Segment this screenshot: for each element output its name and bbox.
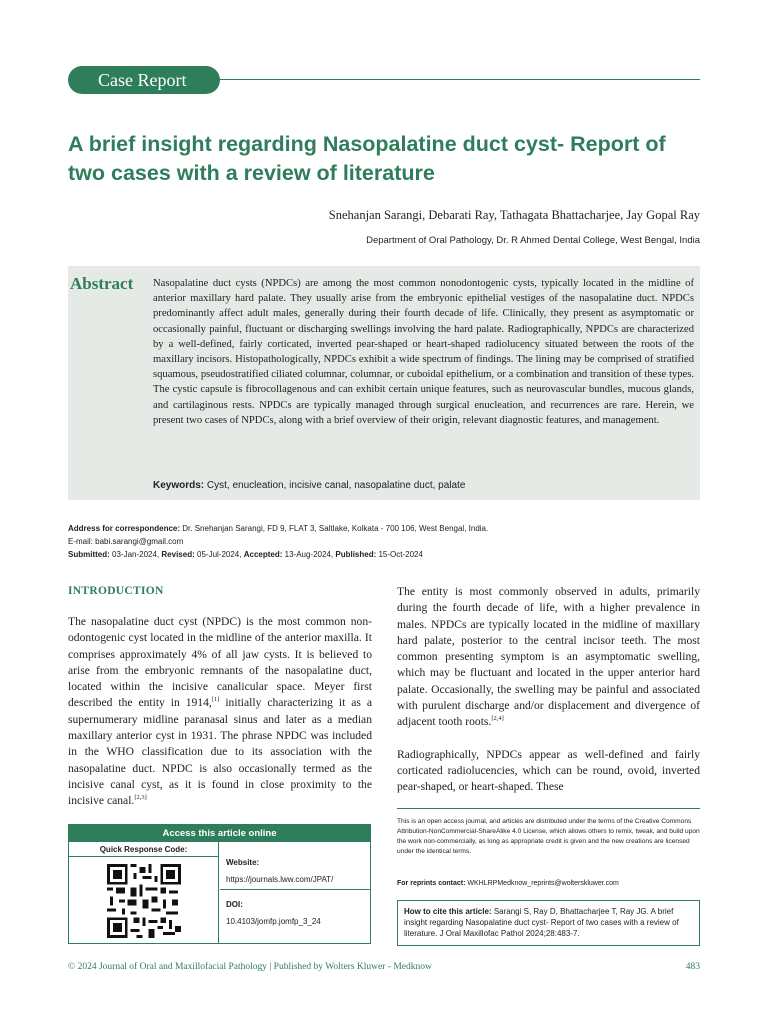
cite-label: How to cite this article: — [404, 907, 492, 916]
section-heading-introduction: INTRODUCTION — [68, 585, 164, 597]
abstract-text: Nasopalatine duct cysts (NPDCs) are among the most common nonodontogenic cysts, typically located in the midline of anterior maxillary hard palate. They usually arise from the embryonic epithelial vestiges of the nasopalatine duct. NPDCs predominantly affect adult males, generally during their fourth decade of life. Clinically, they present as asymptomatic or occasionally painful, fluctuant or discharging swellings involving the hard palate. Radiographically, NPDCs are characterized by a well-defined, fairly corticated, inverted pear-shaped or heart-shaped radiolucency situated between the roots of the maxillary incisors. Histopathologically, NPDCs exhibit a wide spectrum of findings. The lining may be comprised of stratified squamous, pseudostratified ciliated columnar, columnar, or cuboidal epithelium, or a combination and transition of these types. The cystic capsule is fibrocollagenous and can exhibit certain unique features, such as neurovascular bundles, mucous glands, and cartilaginous rests. NPDCs are typically managed through surgical enucleation, and recurrences are rare. Herein, we present two cases of NPDCs, along with a brief overview of their origin, relevant diagnostic features, and management. — [153, 278, 694, 426]
access-heading: Access this article online — [69, 825, 370, 842]
intro-paragraph-1: The nasopalatine duct cyst (NPDC) is the most common non-odontogenic cyst located in the midline of the anterior maxilla. It comprises approximately 4% of all jaw cysts. It is believed to arise from the embryonic remnants of the nasopalatine duct, located within the incisive canalicular space. Meyer first described the entity in 1914,[1] initially characterizing it as a supernumerary midline paranasal sinus and later as a median maxillary anterior cyst in 1931. The phrase NPDC was included in the WHO classification due to its association with the nasopalatine duct. NPDC is also occasionally termed as the incisive canal cyst, as it is found in close proximity to the incisive canal.[2,3] — [68, 615, 373, 808]
citation-ref[interactable]: [2,4] — [491, 715, 504, 723]
article-title: A brief insight regarding Nasopalatine duct cyst- Report of two cases with a review of literature — [68, 132, 666, 185]
intro-paragraph-2: The entity is most commonly observed in adults, primarily during the fourth decade of life, with a higher prevalence in males. NPDCs are typically located in the midline of maxillary hard palate, posterior to the central incisor teeth. The most common presenting symptom is an asymptomatic swelling, which may be fluctuant and located in the upper anterior hard palate. Occasionally, the swelling may be painful and associated with purulent discharge and/or displacement and divergence of adjacent tooth roots.[2,4] — [397, 585, 700, 729]
keywords — [153, 480, 465, 491]
citation-box — [397, 900, 700, 946]
intro-paragraph-3: Radiographically, NPDCs appear as well-defined and fairly corticated radiolucencies, which can be round, ovoid, inverted pear-shaped, or heart-shaped. These — [397, 747, 700, 794]
qr-code-icon[interactable] — [107, 862, 181, 940]
article-type-banner: Case Report — [68, 66, 220, 94]
page-footer: © 2024 Journal of Oral and Maxillofacial Pathology | Published by Wolters Kluwer - Medknow — [68, 962, 432, 972]
license-note: This is an open access journal, and articles are distributed under the terms of the Creative Commons Attribution-NonCommercial-ShareAlike 4.0 License, which allows others to remix, tweak, and build upon the work non-commercially, as long as appropriate credit is given and the new creations are licensed under the identical terms. — [397, 808, 700, 857]
correspondence-address: Address for correspondence: Dr. Snehanjan Sarangi, FD 9, FLAT 3, Saltlake, Kolkata - 700 106, West Bengal, India. — [68, 524, 489, 533]
authors: Snehanjan Sarangi, Debarati Ray, Tathagata Bhattacharjee, Jay Gopal Ray — [328, 208, 700, 222]
submission-dates: Submitted: 03-Jan-2024, Revised: 05-Jul-2024, Accepted: 13-Aug-2024, Published: 15-Oct-2024 — [68, 550, 423, 559]
body-column-right — [397, 584, 700, 796]
abstract-heading: Abstract — [70, 274, 134, 293]
doi-label: DOI: — [226, 900, 243, 909]
keywords-list: Cyst, enucleation, incisive canal, nasopalatine duct, palate — [206, 480, 466, 491]
reprints-email[interactable]: WKHLRPMedknow_reprints@wolterskluwer.com — [467, 880, 619, 887]
website-link[interactable]: https://journals.lww.com/JPAT/ — [226, 875, 334, 884]
affiliation: Department of Oral Pathology, Dr. R Ahmed Dental College, West Bengal, India — [366, 235, 700, 246]
doi-link[interactable]: 10.4103/jomfp.jomfp_3_24 — [226, 917, 321, 926]
correspondence-block — [68, 522, 700, 561]
qr-panel — [69, 842, 219, 944]
citation-ref[interactable]: [1] — [211, 696, 220, 704]
qr-label: Quick Response Code: — [69, 842, 218, 857]
page-number: 483 — [685, 962, 700, 972]
reprints-contact: For reprints contact: WKHLRPMedknow_reprints@wolterskluwer.com — [397, 880, 619, 887]
access-info-panel — [220, 842, 370, 944]
website-label: Website: — [226, 858, 260, 867]
doi-cell — [220, 890, 370, 926]
cite-text: Sarangi S, Ray D, Bhattacharjee T, Ray JG. A brief insight regarding Nasopalatine duct cyst- Report of two cases with a review of literature. J Oral Maxillofac Pathol 2024;28:483-7. — [404, 907, 679, 938]
citation-ref[interactable]: [2,3] — [134, 794, 147, 802]
access-article-box — [68, 824, 371, 944]
body-column-left — [68, 614, 372, 810]
website-cell — [220, 842, 370, 890]
keywords-label: Keywords: — [153, 480, 205, 491]
correspondence-email[interactable]: E-mail: babi.sarangi@gmail.com — [68, 537, 184, 546]
